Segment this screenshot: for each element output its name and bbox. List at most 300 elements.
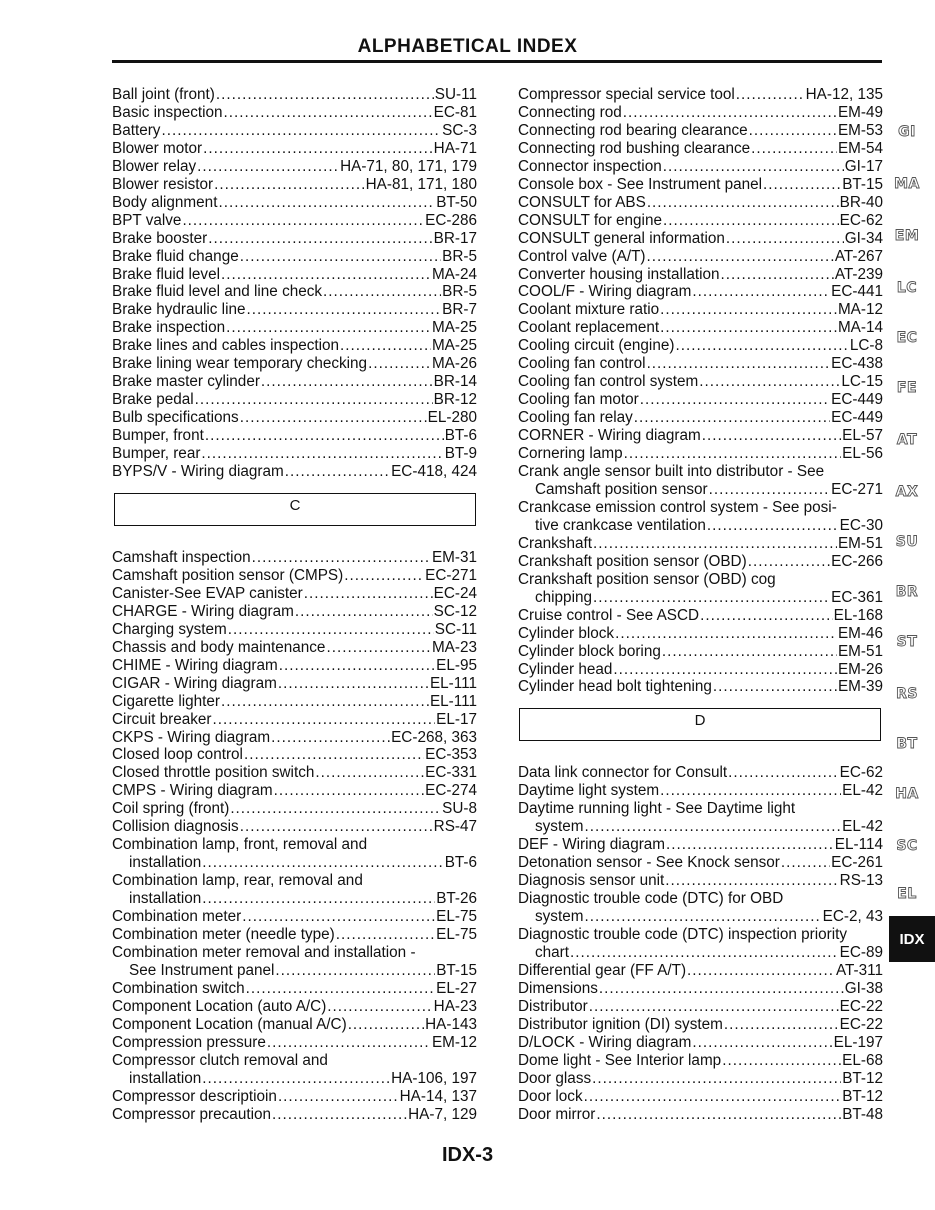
section-tab-gi[interactable]: GI — [898, 124, 916, 140]
entry-line — [112, 1070, 477, 1088]
page-reference: MA-25 — [431, 319, 477, 337]
index-entry — [518, 373, 883, 391]
section-header-box — [114, 493, 476, 526]
dot-leader — [323, 283, 441, 301]
dot-leader — [709, 481, 831, 499]
page-reference: EC-266 — [831, 552, 883, 570]
dot-leader — [201, 445, 443, 463]
dot-leader — [660, 782, 841, 800]
dot-leader — [247, 301, 442, 319]
dot-leader — [212, 711, 435, 729]
index-entry — [112, 818, 477, 836]
dot-leader — [623, 104, 837, 122]
page-title: ALPHABETICAL INDEX — [357, 36, 578, 57]
page-reference: EC-418, 424 — [391, 463, 477, 481]
dot-leader — [707, 517, 839, 535]
dot-leader — [692, 1034, 832, 1052]
section-tab-br[interactable]: BR — [895, 584, 919, 600]
page-reference: EC-22 — [839, 997, 883, 1015]
index-entry — [518, 1070, 883, 1088]
entry-line — [112, 445, 477, 463]
page-reference: BR-5 — [442, 247, 477, 265]
index-entry — [112, 621, 477, 639]
dot-leader — [278, 1088, 399, 1106]
index-entry — [112, 301, 477, 319]
index-entry — [518, 1106, 883, 1124]
page-reference: BT-6 — [444, 854, 477, 872]
dot-leader — [261, 373, 433, 391]
entry-text: Cooling fan control — [518, 355, 646, 373]
page-reference: EC-30 — [839, 516, 883, 534]
entry-text: Camshaft inspection — [112, 548, 251, 566]
entry-text: Console box - See Instrument panel — [518, 175, 763, 193]
entry-line — [112, 283, 477, 301]
index-entry — [112, 926, 477, 944]
section-tab-el[interactable]: EL — [897, 886, 917, 902]
entry-text: Diagnostic trouble code (DTC) inspection priority — [518, 925, 848, 943]
index-entry — [112, 194, 477, 212]
entry-text: CORNER - Wiring diagram — [518, 427, 701, 445]
page-reference: EL-57 — [842, 427, 883, 445]
page-reference: BR-14 — [433, 373, 477, 391]
entry-line — [112, 301, 477, 319]
page-reference: SC-12 — [433, 602, 477, 620]
page-reference: MA-26 — [431, 355, 477, 373]
index-entry — [518, 355, 883, 373]
entry-line — [112, 585, 477, 603]
entry-text: Camshaft position sensor (CMPS) — [112, 566, 344, 584]
entry-text: Collision diagnosis — [112, 818, 239, 836]
entry-line — [112, 337, 477, 355]
entry-text: Cooling fan motor — [518, 391, 639, 409]
entry-text: Combination lamp, front, removal and — [112, 836, 368, 854]
dot-leader — [584, 1088, 842, 1106]
dot-leader — [584, 818, 841, 836]
entry-line — [112, 711, 477, 729]
entry-line — [518, 854, 883, 872]
dot-leader — [274, 782, 424, 800]
entry-text: Dome light - See Interior lamp — [518, 1051, 722, 1069]
entry-text: See Instrument panel — [129, 961, 275, 979]
dot-leader — [336, 926, 435, 944]
section-tab-ma[interactable]: MA — [894, 176, 920, 192]
section-tab-em[interactable]: EM — [894, 228, 920, 244]
entry-line — [518, 86, 883, 104]
entry-text: Compression pressure — [112, 1033, 266, 1051]
entry-text: chipping — [535, 588, 592, 606]
entry-text: Bumper, front — [112, 427, 204, 445]
index-entry — [112, 746, 477, 764]
page-reference: EM-31 — [431, 548, 477, 566]
entry-line — [518, 1106, 883, 1124]
index-entry — [518, 337, 883, 355]
entry-text: Door mirror — [518, 1105, 596, 1123]
dot-leader — [660, 319, 837, 337]
dot-leader — [244, 746, 424, 764]
page-reference: GI-17 — [844, 157, 883, 175]
entry-text: Data link connector for Consult — [518, 764, 728, 782]
index-entry — [518, 571, 883, 607]
page-reference: MA-25 — [431, 337, 477, 355]
index-entry — [518, 122, 883, 140]
entry-line — [518, 535, 883, 553]
section-tab-st[interactable]: ST — [896, 634, 918, 650]
entry-line — [112, 746, 477, 764]
page-reference: AT-267 — [834, 247, 883, 265]
index-entry — [518, 643, 883, 661]
dot-leader — [326, 639, 430, 657]
dot-leader — [271, 729, 390, 747]
entry-line — [518, 409, 883, 427]
page-reference: EM-26 — [837, 660, 883, 678]
dot-leader — [304, 585, 433, 603]
entry-line — [518, 643, 883, 661]
page-reference: EC-89 — [839, 943, 883, 961]
index-entry — [518, 445, 883, 463]
page-reference: HA-71, 80, 171, 179 — [340, 157, 477, 175]
entry-text: Door glass — [518, 1069, 592, 1087]
entry-text: Combination switch — [112, 979, 245, 997]
dot-leader — [749, 122, 837, 140]
entry-line — [112, 854, 477, 872]
entry-text: Compressor precaution — [112, 1105, 271, 1123]
page-reference: EC-81 — [433, 103, 477, 121]
entry-line — [518, 661, 883, 679]
section-tab-su[interactable]: SU — [895, 534, 919, 550]
entry-text: Crankshaft — [518, 534, 592, 552]
index-entry — [112, 800, 477, 818]
section-tab-rs[interactable]: RS — [896, 686, 918, 702]
page-reference: EC-331 — [425, 764, 477, 782]
page-reference: EL-111 — [429, 692, 477, 710]
page-reference: EM-12 — [431, 1033, 477, 1051]
page-reference: BR-40 — [839, 193, 883, 211]
entry-line — [518, 158, 883, 176]
dot-leader — [279, 657, 435, 675]
entry-line — [112, 391, 477, 409]
entry-text: Dimensions — [518, 979, 598, 997]
entry-text: Brake inspection — [112, 319, 226, 337]
page-reference: EL-42 — [842, 818, 883, 836]
entry-line — [518, 625, 883, 643]
dot-leader — [340, 337, 431, 355]
entry-line — [112, 248, 477, 266]
dot-leader — [240, 248, 441, 266]
entry-line — [518, 553, 883, 571]
index-entry — [112, 463, 477, 481]
page-reference: BT-50 — [436, 193, 477, 211]
entry-text: Basic inspection — [112, 103, 223, 121]
page-reference: EC-22 — [839, 1015, 883, 1033]
page-reference: EL-95 — [436, 656, 477, 674]
entry-line — [112, 782, 477, 800]
index-entry — [518, 980, 883, 998]
dot-leader — [599, 980, 844, 998]
entry-text: system — [535, 818, 584, 836]
entry-line — [112, 693, 477, 711]
index-entry — [518, 962, 883, 980]
index-entry — [112, 337, 477, 355]
index-entry — [112, 1088, 477, 1106]
entry-text: Connecting rod bearing clearance — [518, 121, 748, 139]
section-tab-ha[interactable]: HA — [895, 786, 919, 802]
dot-leader — [624, 445, 842, 463]
index-entry — [112, 782, 477, 800]
page-reference: BT-12 — [842, 1069, 883, 1087]
entry-text: CKPS - Wiring diagram — [112, 728, 271, 746]
entry-line — [112, 86, 477, 104]
index-entry — [112, 1016, 477, 1034]
index-entry — [112, 1052, 477, 1088]
index-entry — [518, 194, 883, 212]
entry-text: Charging system — [112, 620, 227, 638]
page-reference: BT-48 — [842, 1105, 883, 1123]
page-reference: HA-12, 135 — [805, 86, 883, 103]
entry-text: Blower motor — [112, 139, 203, 157]
page-reference: MA-14 — [837, 319, 883, 337]
entry-text: Bulb specifications — [112, 409, 239, 427]
dot-leader — [275, 962, 435, 980]
dot-leader — [647, 194, 839, 212]
entry-text: Body alignment — [112, 193, 218, 211]
entry-text: D/LOCK - Wiring diagram — [518, 1033, 692, 1051]
index-entry — [112, 355, 477, 373]
page-reference: HA-71 — [433, 139, 477, 157]
dot-leader — [202, 1070, 390, 1088]
page-reference: SC-11 — [434, 620, 477, 638]
page-reference: BT-26 — [436, 890, 477, 908]
entry-text: Blower relay — [112, 157, 197, 175]
index-entry — [518, 427, 883, 445]
entry-line — [518, 962, 883, 980]
entry-line — [518, 373, 883, 391]
entry-line — [112, 427, 477, 445]
entry-text: Crank angle sensor built into distributor - See — [518, 463, 825, 481]
entry-text: Bumper, rear — [112, 445, 201, 463]
index-entry — [518, 158, 883, 176]
entry-text: CONSULT for ABS — [518, 193, 646, 211]
index-entry — [518, 553, 883, 571]
index-entry — [518, 782, 883, 800]
entry-text: Crankshaft position sensor (OBD) cog — [518, 570, 776, 588]
index-entry — [112, 104, 477, 122]
entry-line — [518, 445, 883, 463]
index-entry — [112, 998, 477, 1016]
entry-text: Cigarette lighter — [112, 692, 220, 710]
dot-leader — [589, 998, 839, 1016]
page-reference: EM-51 — [837, 534, 883, 552]
page-reference: EL-111 — [429, 674, 477, 692]
entry-text: Cooling circuit (engine) — [518, 337, 675, 355]
page-reference: EC-449 — [831, 391, 883, 409]
page-reference: EM-46 — [837, 624, 883, 642]
page-reference: HA-14, 137 — [399, 1087, 477, 1105]
page-reference: EL-168 — [833, 606, 883, 624]
entry-line — [112, 230, 477, 248]
page-reference: LC-8 — [849, 337, 883, 355]
dot-leader — [675, 337, 848, 355]
dot-leader — [182, 212, 424, 230]
entry-line — [112, 621, 477, 639]
page-reference: EC-438 — [831, 355, 883, 373]
entry-line — [112, 567, 477, 585]
entry-line — [112, 962, 477, 980]
entry-text: Cooling fan relay — [518, 409, 633, 427]
index-entry — [518, 212, 883, 230]
entry-text: BYPS/V - Wiring diagram — [112, 463, 284, 481]
entry-line — [112, 104, 477, 122]
entry-text: Brake lining wear temporary checking — [112, 355, 368, 373]
entry-text: Battery — [112, 121, 161, 139]
index-entry — [112, 639, 477, 657]
index-entry — [518, 248, 883, 266]
index-entry — [518, 625, 883, 643]
section-tab-lc[interactable]: LC — [896, 280, 918, 296]
page-reference: EC-286 — [425, 211, 477, 229]
index-entry — [112, 445, 477, 463]
entry-text: CHIME - Wiring diagram — [112, 656, 278, 674]
entry-text: Cylinder head bolt tightening — [518, 678, 712, 696]
entry-text: Brake booster — [112, 229, 208, 247]
dot-leader — [666, 836, 834, 854]
entry-line — [112, 158, 477, 176]
section-tab-fe[interactable]: FE — [896, 380, 918, 396]
page-reference: EL-68 — [842, 1051, 883, 1069]
entry-line — [518, 230, 883, 248]
dot-leader — [195, 391, 433, 409]
entry-line — [112, 212, 477, 230]
page-reference: EC-449 — [831, 409, 883, 427]
entry-text: Brake fluid level and line check — [112, 283, 323, 301]
dot-leader — [665, 872, 838, 890]
dot-leader — [295, 603, 433, 621]
entry-text: Brake fluid level — [112, 265, 220, 283]
page-reference: GI-38 — [844, 979, 883, 997]
entry-line — [518, 836, 883, 854]
entry-text: Connecting rod bushing clearance — [518, 139, 751, 157]
page-reference: EC-62 — [839, 764, 883, 782]
section-tab-idx[interactable]: IDX — [889, 916, 935, 962]
index-column-right — [518, 86, 883, 1123]
entry-line — [518, 782, 883, 800]
index-entry — [112, 176, 477, 194]
page-reference: HA-23 — [433, 997, 477, 1015]
page-reference: BT-9 — [444, 445, 477, 463]
section-tab-ec[interactable]: EC — [896, 330, 918, 346]
entry-text: Cylinder head — [518, 660, 613, 678]
page-reference: RS-47 — [433, 818, 477, 836]
page-reference: BT-6 — [444, 427, 477, 445]
page-reference: EM-49 — [837, 103, 883, 121]
page-reference: EM-53 — [837, 121, 883, 139]
section-header-box — [519, 708, 881, 741]
page-reference: LC-15 — [841, 373, 883, 391]
entry-line — [518, 944, 883, 962]
entry-text: Coolant replacement — [518, 319, 660, 337]
entry-text: Door lock — [518, 1087, 583, 1105]
entry-text: Combination meter removal and installation - — [112, 943, 416, 961]
dot-leader — [596, 1106, 841, 1124]
index-entry — [518, 104, 883, 122]
entry-text: Closed loop control — [112, 746, 243, 764]
index-entry — [518, 86, 883, 104]
entry-line — [518, 818, 883, 836]
entry-text: CONSULT for engine — [518, 211, 662, 229]
index-entry — [112, 391, 477, 409]
page-reference: EC-271 — [831, 480, 883, 498]
dot-leader — [221, 693, 429, 711]
entry-text: system — [535, 908, 584, 926]
entry-line — [518, 1052, 883, 1070]
page-reference: GI-34 — [844, 229, 883, 247]
index-entry — [112, 711, 477, 729]
dot-leader — [660, 301, 837, 319]
index-entry — [112, 549, 477, 567]
section-tab-bt[interactable]: BT — [896, 736, 918, 752]
entry-text: Combination lamp, rear, removal and — [112, 872, 363, 890]
page-reference: EM-51 — [837, 642, 883, 660]
section-letter: C — [289, 496, 301, 514]
entry-text: Converter housing installation — [518, 265, 720, 283]
index-entry — [518, 409, 883, 427]
section-tab-at[interactable]: AT — [896, 432, 918, 448]
section-tab-sc[interactable]: SC — [896, 838, 918, 854]
entry-line — [518, 998, 883, 1016]
entry-text: Distributor ignition (DI) system — [518, 1015, 723, 1033]
entry-line — [518, 980, 883, 998]
entry-line — [518, 1088, 883, 1106]
dot-leader — [593, 589, 830, 607]
page-reference: EC-353 — [425, 746, 477, 764]
index-entry — [518, 391, 883, 409]
dot-leader — [763, 176, 841, 194]
section-tab-ax[interactable]: AX — [895, 484, 919, 500]
entry-text: Cruise control - See ASCD — [518, 606, 700, 624]
index-entry — [112, 319, 477, 337]
page-reference: EM-39 — [837, 678, 883, 696]
index-entry — [518, 1016, 883, 1034]
index-entry — [112, 283, 477, 301]
page-reference: EC-274 — [425, 782, 477, 800]
page-reference: EL-56 — [842, 445, 883, 463]
page-reference: HA-81, 171, 180 — [365, 175, 477, 193]
entry-line — [112, 980, 477, 998]
entry-text: Coolant mixture ratio — [518, 301, 660, 319]
dot-leader — [781, 854, 830, 872]
entry-line — [518, 517, 883, 535]
index-entry — [112, 230, 477, 248]
entry-text: Crankcase emission control system - See posi- — [518, 498, 837, 516]
entry-line — [112, 890, 477, 908]
dot-leader — [246, 980, 436, 998]
dot-leader — [570, 944, 839, 962]
dot-leader — [748, 553, 830, 571]
entry-line — [518, 212, 883, 230]
page-reference: MA-23 — [431, 638, 477, 656]
dot-leader — [240, 818, 433, 836]
index-entry — [112, 140, 477, 158]
dot-leader — [702, 427, 841, 445]
page-reference: EC-261 — [831, 854, 883, 872]
page-reference: AT-311 — [835, 961, 883, 979]
page-reference: BT-12 — [842, 1087, 883, 1105]
page-reference: EC-2, 43 — [822, 908, 883, 926]
page-reference: EC-62 — [839, 211, 883, 229]
page-reference: EL-280 — [427, 409, 477, 427]
entry-line — [112, 764, 477, 782]
index-entry — [112, 603, 477, 621]
entry-text: Component Location (auto A/C) — [112, 997, 327, 1015]
